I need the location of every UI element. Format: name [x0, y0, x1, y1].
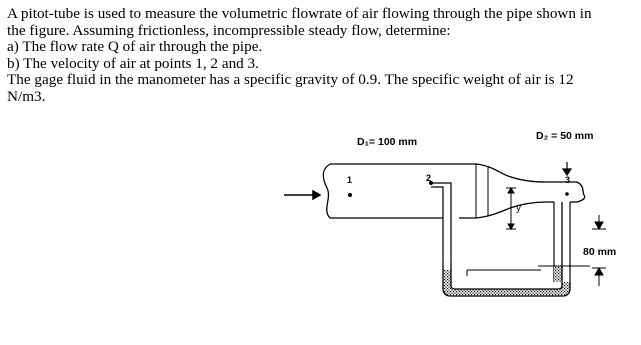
problem-line-5: The gage fluid in the manometer has a specific gravity of 0.9. The specific weight of air is 12: [7, 71, 574, 88]
d2-label: D₂ = 50 mm: [536, 130, 594, 142]
contraction-markers: [476, 164, 488, 218]
manometer: [443, 202, 590, 296]
d1-label: D₁= 100 mm: [357, 136, 418, 148]
problem-line-1: A pitot-tube is used to measure the volumetric flowrate of air flowing through the pipe shown in: [7, 5, 592, 22]
measurement-points: [347, 173, 570, 197]
problem-line-6: N/m3.: [7, 87, 46, 105]
point-3-label: 3: [565, 175, 571, 185]
problem-line-3: a) The flow rate Q of air through the pipe.: [7, 38, 263, 55]
height-label: 80 mm: [583, 246, 617, 258]
point-2-label: 2: [426, 173, 432, 183]
flow-arrow: [284, 191, 320, 199]
problem-line-2: the figure. Assuming frictionless, incompressible steady flow, determine:: [7, 21, 451, 39]
y-label: y: [516, 203, 521, 214]
point-1-label: 1: [347, 175, 353, 185]
pipe-outline: [323, 164, 584, 218]
pitot-tube: [431, 183, 451, 262]
problem-line-4: b) The velocity of air at points 1, 2 and 3.: [7, 54, 259, 72]
